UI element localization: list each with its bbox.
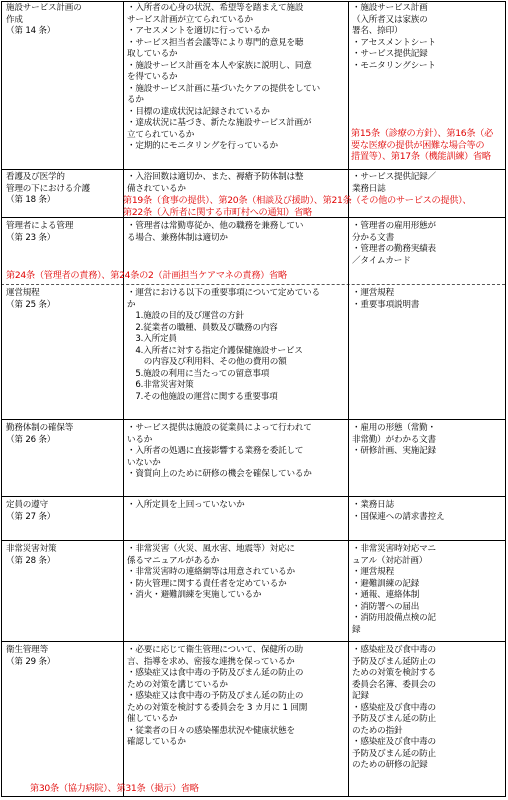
related-documents: ・雇用の形態（常勤・ 非常勤）がわかる文書 ・研修計画、実施記録 (352, 423, 436, 456)
item-name: 管理者による管理 （第 23 条） (6, 221, 74, 243)
omission-note: 第15条（診療の方針）、第16条（必 要な医療の提供が困難な場合等の 措置等）、第17条（機能訓練）省略 (351, 128, 494, 162)
item-name: 看護及び医学的 管理の下における介護 （第 18 条） (6, 172, 90, 205)
omission-note: 第19条（食事の提供）、第20条（相談及び援助）、第21条（その他のサービスの提供）、 第22条（入所者に関する市町村への通知）省略 (123, 195, 472, 218)
related-documents: ・非常災害時対応マニ ュアル（対応計画） ・運営規程 ・避難訓練の記録 ・通報、連絡体制 ・消防署への届出 ・消防用設備点検の記 録 (352, 544, 436, 635)
check-points: ・入所者の心身の状況、希望等を踏まえて施設 サービス計画が立てられているか ・アセスメントを適切に行っているか ・サービス担当者会議等により専門的意見を聴 取しているか ・施設サービス計画を本人や家族に説明し、同意 を得ているか ・施設サービス計画に基づいたケアの提供をしてい るか ・目標の達成状況は記録されているか ・達成状況に基づき、新たな施設サービス計画が 立てられているか ・定期的にモニタリングを行っているか (127, 3, 321, 151)
related-documents: ・業務日誌 ・国保連への請求書控え (352, 500, 445, 522)
item-name: 非常災害対策 （第 28 条） (6, 544, 57, 566)
related-documents: ・管理者の雇用形態が 分かる文書 ・管理者の勤務実績表 ／タイムカード (352, 221, 436, 266)
item-name: 定員の遵守 （第 27 条） (6, 500, 56, 522)
related-documents: ・運営規程 ・重要事項説明書 (352, 288, 420, 310)
related-documents: ・施設サービス計画 （入所者又は家族の 署名、捺印） ・アセスメントシート ・サービス提供記録 ・モニタリングシート (352, 3, 436, 71)
item-name: 運営規程 （第 25 条） (6, 288, 56, 310)
related-documents: ・感染症及び食中毒の 予防及びまん延防止の ための対策を検討する 委員会名簿、委員会の 記録 ・感染症及び食中毒の 予防及びまん延の防止 のための指針 ・感染症及び食中毒の 予防及びまん延の防止 のための研修の記録 (352, 645, 436, 770)
check-points: ・入所定員を上回っていないか (127, 500, 245, 510)
check-points: ・入浴回数は適切か、また、褥瘡予防体制は整 備されているか (127, 172, 304, 194)
item-name: 施設サービス計画の 作成 （第 14 条） (6, 3, 82, 36)
related-documents: ・サービス提供記録／ 業務日誌 (352, 172, 436, 194)
omission-note: 第30条（協力病院）、第31条（掲示）省略 (30, 783, 199, 794)
item-name: 勤務体制の確保等 （第 26 条） (6, 423, 74, 445)
check-points: ・運営における以下の重要事項について定めている か 1.施設の目的及び運営の方針 2.従業者の職種、員数及び職務の内容 3.入所定員 4.入所者に対する指定介護保健施設サービス の内容及び利用料、その他の費用の額 5.施設の利用に当たっての留意事項 6.非常災害対策 7.その他施設の運営に関する重要事項 (127, 288, 320, 402)
item-name: 衛生管理等 （第 29 条） (6, 645, 56, 667)
check-points: ・必要に応じて衛生管理について、保健所の助 言、指導を求め、密接な連携を保っているか ・感染症又は食中毒の予防及びまん延の防止の ための対策を講じているか ・感染症又は食中毒の予防及びまん延の防止の ための対策を検討する委員会を 3 カ月に 1 回開 催しているか ・従業者の日々の感染罹患状況や健康状態を 確認しているか (127, 645, 308, 747)
check-points: ・非常災害（火災、風水害、地震等）対応に 係るマニュアルがあるか ・非常災害時の連絡網等は用意されているか ・防火管理に関する責任者を定めているか ・消火・避難訓練を実施しているか (127, 544, 295, 600)
omission-note: 第24条（管理者の責務）、第24条の2（計画担当ケアマネの責務）省略 (6, 270, 287, 281)
check-points: ・サービス提供は施設の従業員によって行われて いるか ・入所者の処遇に直接影響する業務を委託して いないか ・資質向上のために研修の機会を確保しているか (127, 423, 312, 479)
check-points: ・管理者は常勤専従か、他の職務を兼務してい る場合、兼務体制は適切か (127, 221, 304, 243)
